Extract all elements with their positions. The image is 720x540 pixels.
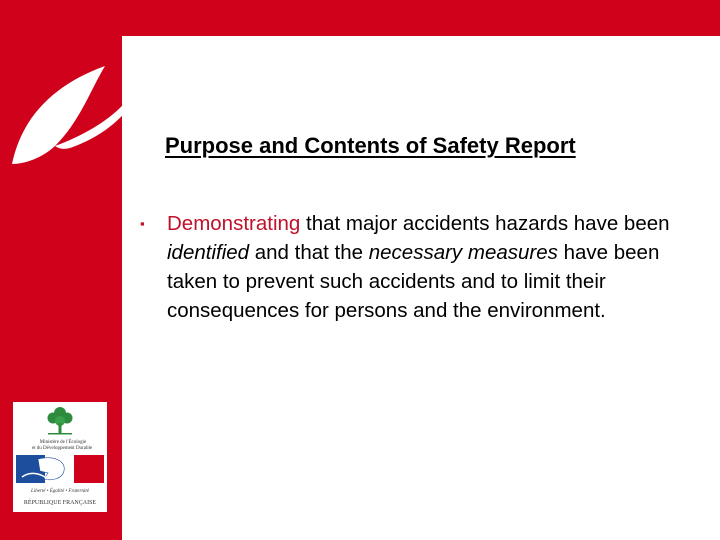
ministry-line-2: et du Développement Durable xyxy=(31,446,93,451)
text-part-2: and that the xyxy=(249,241,369,264)
bullet-square-icon: ▪ xyxy=(140,216,145,231)
italic-necessary-measures: necessary measures xyxy=(368,241,558,264)
bullet-text xyxy=(167,209,705,325)
highlight-word: Demonstrating xyxy=(167,212,301,235)
slide-title: Purpose and Contents of Safety Report xyxy=(165,133,576,158)
italic-identified: identified xyxy=(167,241,250,264)
republic-text: RÉPUBLIQUE FRANÇAISE xyxy=(23,500,97,506)
bullet-paragraph xyxy=(140,209,705,325)
ministry-line-1: Ministère de l'Écologie xyxy=(39,440,87,445)
text-part-1: that major accidents hazards have been xyxy=(300,212,670,235)
text-part-3: have been taken to prevent such accidents and to limit their consequences for persons and the environment. xyxy=(167,241,660,322)
motto-text: Liberté • Égalité • Fraternité xyxy=(31,489,89,494)
leaf-icon xyxy=(0,36,170,176)
ministry-logo xyxy=(13,402,107,512)
